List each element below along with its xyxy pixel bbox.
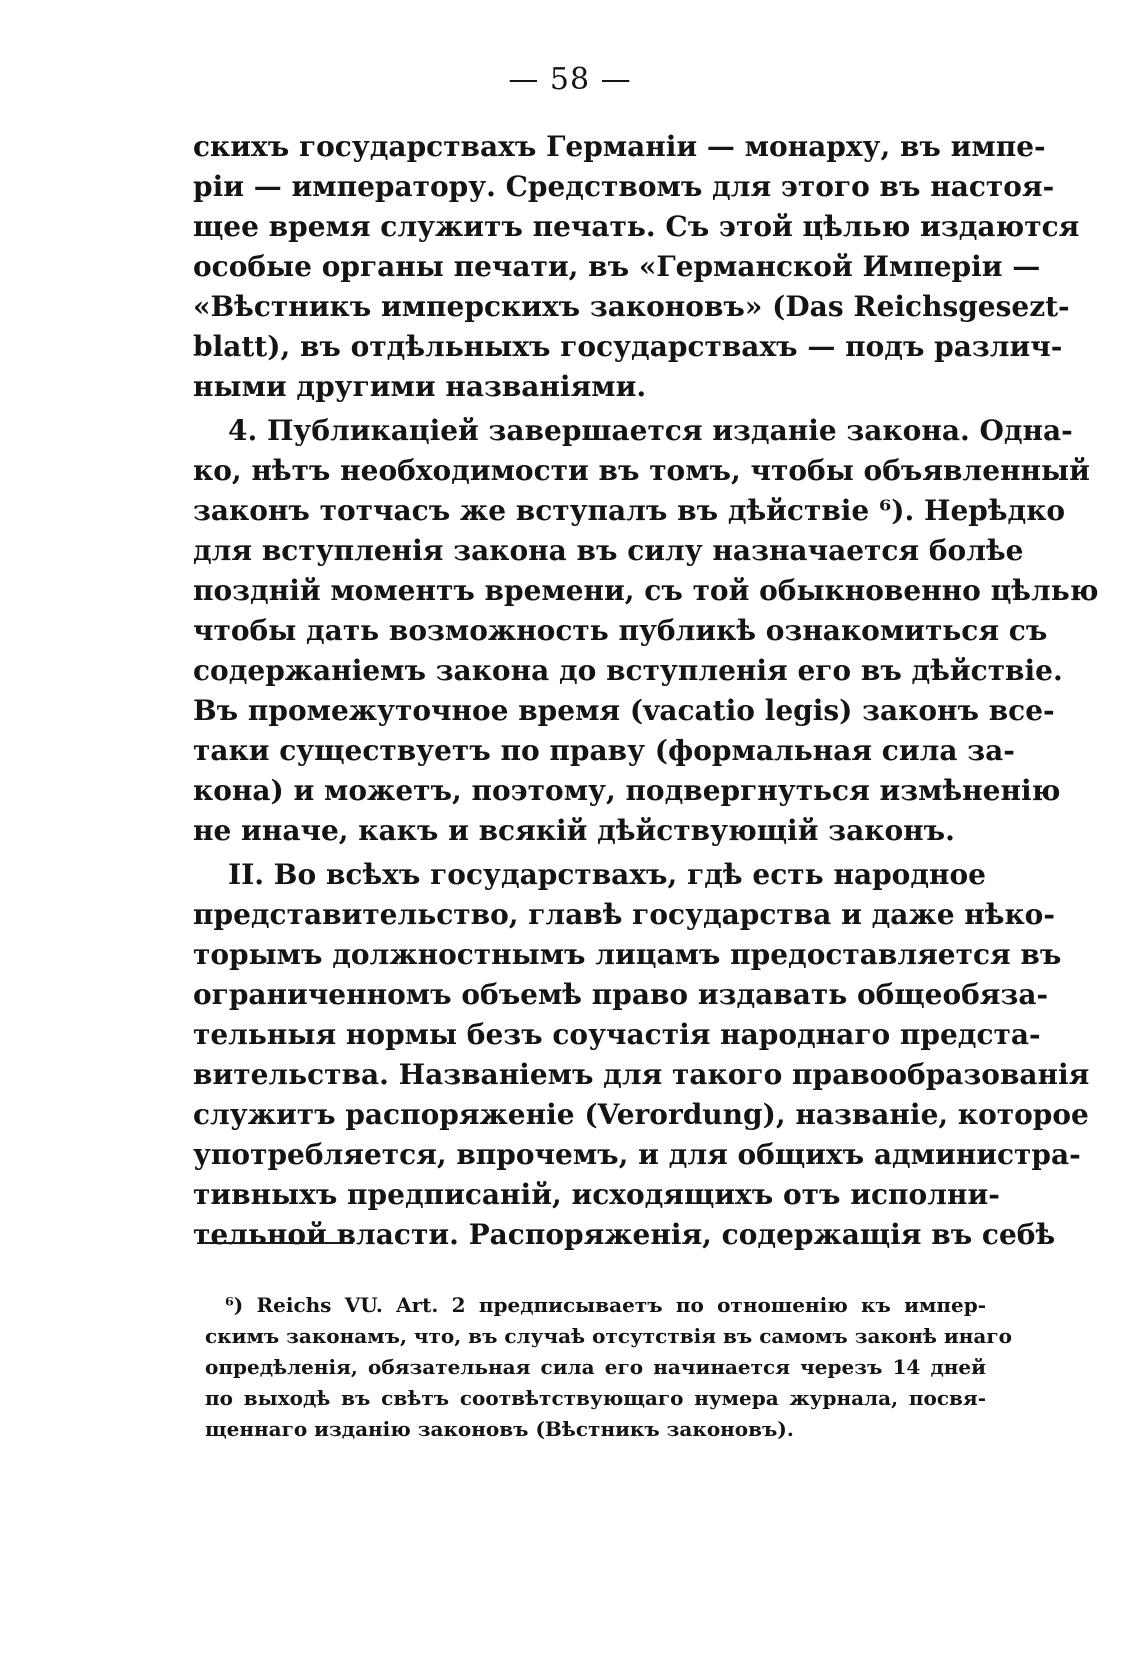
text-line: ограниченномъ объемѣ право издавать общеобяза- [193, 978, 1049, 1011]
text-line: употребляется, впрочемъ, и для общихъ администра- [193, 1138, 1081, 1171]
footnote-line: по выходѣ въ свѣтъ соотвѣтствующаго нумера журнала, посвя- [205, 1386, 986, 1410]
text-line: вительства. Названiемъ для такого правообразованiя [193, 1058, 1090, 1091]
text-line: таки существуетъ по праву (формальная сила за- [193, 734, 1015, 767]
text-line: кона) и можетъ, поэтому, подвергнуться измѣненiю [193, 774, 1061, 807]
text-line: рiи — императору. Средствомъ для этого въ настоя- [193, 170, 1055, 203]
text-line: законъ тотчасъ же вступалъ въ дѣйствiе ⁶). Нерѣдко [193, 494, 1066, 527]
page-number: — 58 — [508, 62, 632, 97]
text-line: ко, нѣтъ необходимости въ томъ, чтобы объявленный [193, 454, 1090, 487]
text-line: скихъ государствахъ Германiи — монарху, въ импе- [193, 130, 1046, 163]
text-line: тивныхъ предписанiй, исходящихъ отъ исполни- [193, 1178, 1000, 1211]
footnote-line: ⁶) Reichs VU. Art. 2 предписываетъ по отношенiю къ импер- [225, 1293, 986, 1317]
footnote-line: щеннаго изданiю законовъ (Вѣстникъ законовъ). [205, 1417, 794, 1441]
text-line: тельныя нормы безъ соучастiя народнаго предста- [193, 1018, 1041, 1051]
text-line: II. Во всѣхъ государствахъ, гдѣ есть народное [228, 858, 986, 891]
footnotes [205, 1290, 1012, 1445]
text-line: 4. Публикацiей завершается изданiе закона. Одна- [228, 414, 1073, 447]
text-line: щее время служитъ печать. Съ этой цѣлью издаются [193, 210, 1080, 243]
text-line: служитъ распоряженiе (Verordung), названiе, которое [193, 1098, 1089, 1131]
text-line: «Вѣстникъ имперскихъ законовъ» (Das Reichsgesezt- [193, 290, 1070, 323]
text-line: ными другими названiями. [193, 370, 647, 403]
text-line: содержанiемъ закона до вступленiя его въ дѣйствiе. [193, 654, 1063, 687]
text-line: позднiй моментъ времени, съ той обыкновенно цѣлью [193, 574, 1099, 607]
text-line: Въ промежуточное время (vacatio legis) законъ все- [193, 694, 1055, 727]
text-line: представительство, главѣ государства и даже нѣко- [193, 898, 1055, 931]
footnote-rule [203, 1242, 353, 1244]
text-line: торымъ должностнымъ лицамъ предоставляется въ [193, 938, 1062, 971]
text-line: не иначе, какъ и всякiй дѣйствующiй законъ. [193, 814, 955, 847]
text-line: особые органы печати, въ «Германской Имперiи — [193, 250, 1041, 283]
main-text [193, 127, 1099, 1255]
text-line: для вступленiя закона въ силу назначается болѣе [193, 534, 1024, 567]
footnote-line: опредѣленiя, обязательная сила его начинается черезъ 14 дней [205, 1355, 986, 1379]
text-line: чтобы дать возможность публикѣ ознакомиться съ [193, 614, 1048, 647]
text-line: blatt), въ отдѣльныхъ государствахъ — подъ различ- [193, 330, 1063, 363]
footnote-line: скимъ законамъ, что, въ случаѣ отсутствiя въ самомъ законѣ инаго [205, 1324, 1012, 1348]
text-line: тельной власти. Распоряженiя, содержащiя въ себѣ [193, 1218, 1056, 1251]
